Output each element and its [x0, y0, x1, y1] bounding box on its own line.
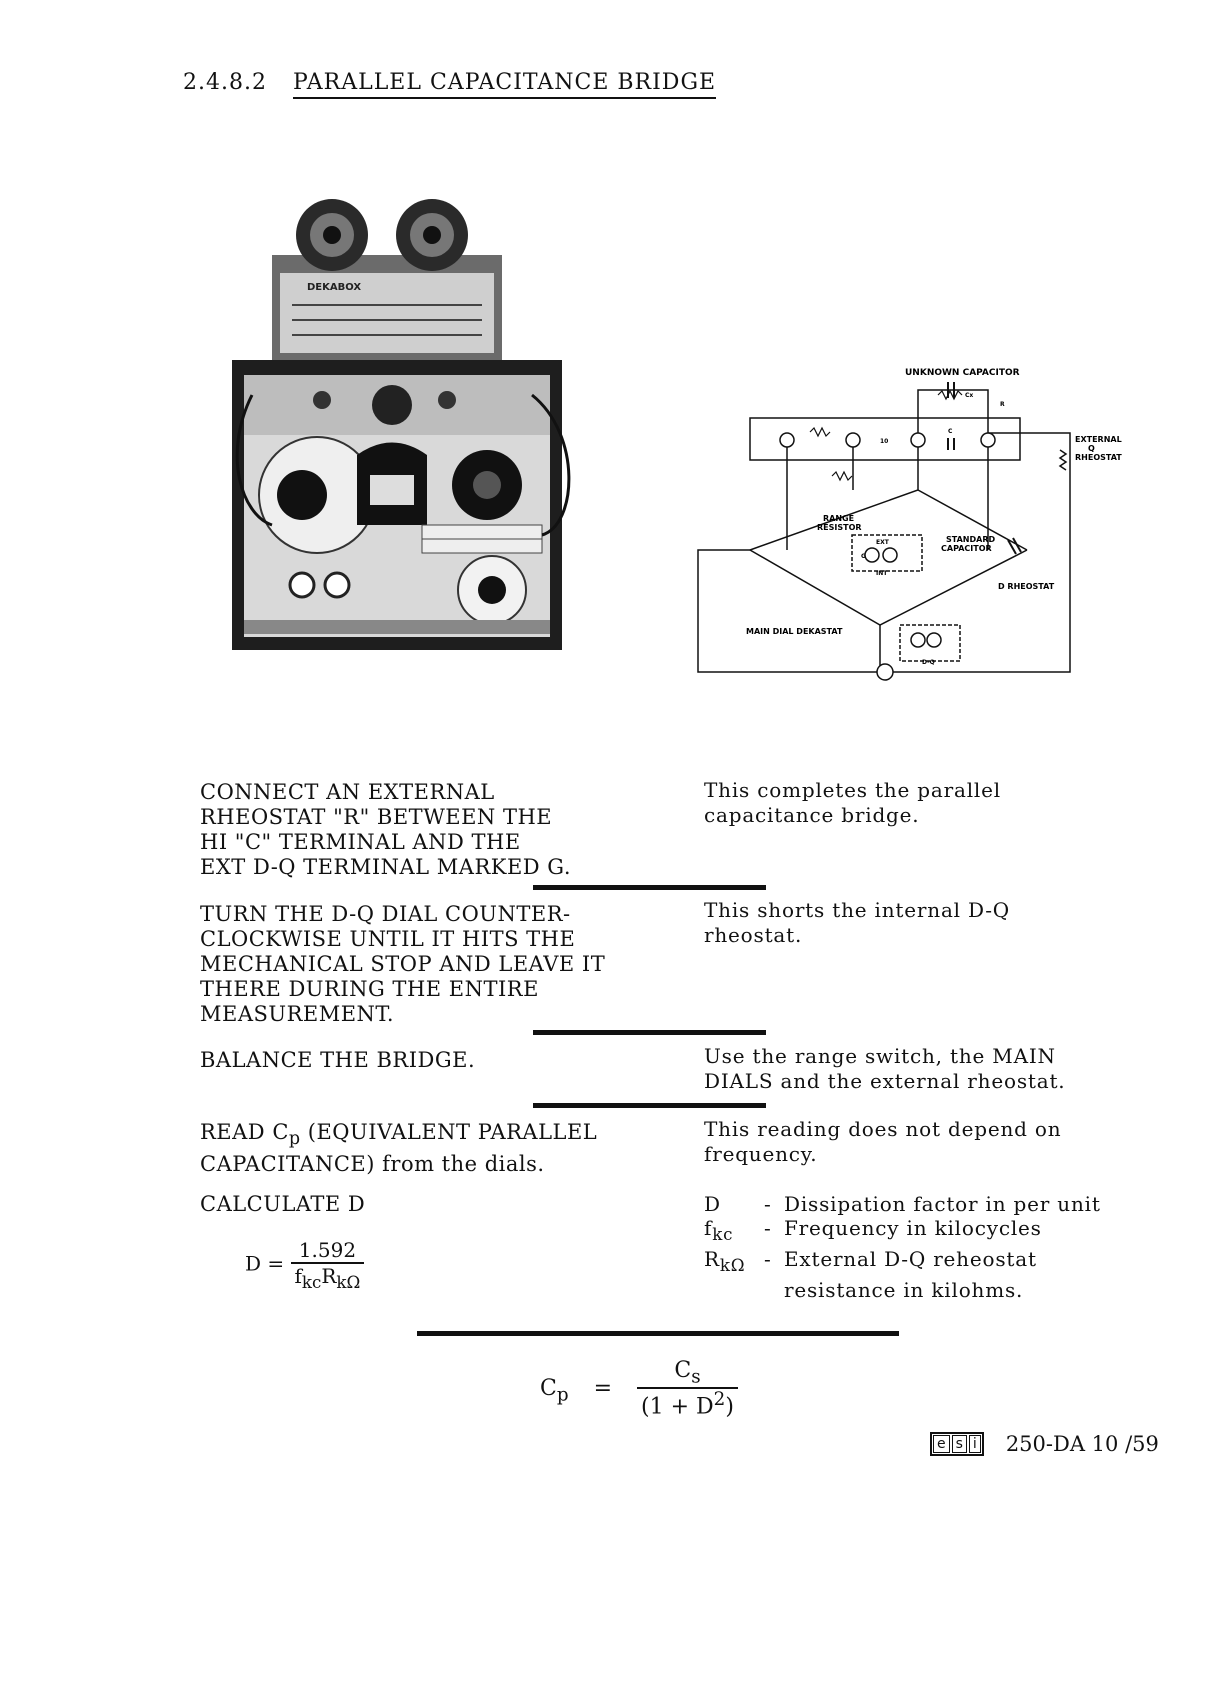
den-r: R [321, 1264, 337, 1288]
step-1-line: HI "C" TERMINAL AND THE [200, 830, 521, 854]
step-2-line: MECHANICAL STOP AND LEAVE IT [200, 952, 606, 976]
definitions-list [704, 1192, 1101, 1302]
cp-formula [540, 1358, 738, 1420]
label-ten: 10 [880, 438, 889, 445]
cp-denominator: $(1 + D^2)$ [641, 1389, 734, 1420]
label-g: G [861, 553, 866, 560]
calculate-label: CALCULATE D [200, 1192, 366, 1216]
step-1-note [704, 778, 1164, 828]
logo-letter: e [933, 1435, 950, 1453]
step-2-note [704, 898, 1164, 948]
step-4-sub: p [288, 1129, 301, 1150]
step-2-instruction [200, 902, 680, 1027]
logo-letter: s [952, 1435, 967, 1453]
d-formula [245, 1238, 364, 1292]
step-2-line: TURN THE D-Q DIAL COUNTER- [200, 902, 571, 926]
label-range-resistor-1: RANGE [823, 514, 855, 523]
page-footer [930, 1432, 1159, 1456]
step-4-instruction [200, 1120, 680, 1177]
d-formula-numerator: 1.592 [291, 1238, 365, 1264]
step-3-note [704, 1044, 1164, 1094]
section-number: 2.4.8.2 [183, 70, 267, 95]
cp-numerator: $C_s$ [637, 1358, 738, 1389]
d-formula-fraction [291, 1238, 365, 1292]
definition-symbol: $f_{kc}$ [704, 1216, 734, 1244]
label-external-rheostat-1: EXTERNAL [1075, 435, 1122, 444]
cp-fraction [637, 1358, 738, 1420]
den-r-sub: kΩ [336, 1273, 361, 1292]
step-1-note-line: This completes the parallel [704, 778, 1001, 802]
step-4-note-line: This reading does not depend on [704, 1117, 1062, 1141]
definition-row [704, 1278, 1101, 1302]
label-d-rheostat: D RHEOSTAT [998, 582, 1055, 591]
label-standard-capacitor-1: STANDARD [946, 535, 996, 544]
label-cx: Cx [965, 392, 974, 399]
separator [533, 1030, 766, 1035]
label-c: C [948, 428, 953, 435]
step-2-line: THERE DURING THE ENTIRE [200, 977, 539, 1001]
step-3-line: BALANCE THE BRIDGE. [200, 1048, 476, 1072]
label-ext: EXT [876, 539, 889, 546]
bridge-circuit-diagram [690, 360, 1140, 695]
definition-symbol: $R_{k\Omega}$ [704, 1247, 746, 1275]
definition-row: $R_{k\Omega}$ - External D-Q reheostat [704, 1247, 1101, 1278]
step-4-note-line: frequency. [704, 1142, 818, 1166]
definition-row: D - Dissipation factor in per unit [704, 1192, 1101, 1216]
separator [533, 1103, 766, 1108]
label-r: R [1000, 401, 1005, 408]
cp-lhs: $C_p$ [540, 1375, 569, 1406]
step-1-instruction [200, 780, 680, 880]
separator [533, 885, 766, 890]
step-1-line: RHEOSTAT "R" BETWEEN THE [200, 805, 553, 829]
step-4-pre: READ C [200, 1120, 289, 1144]
separator [417, 1331, 899, 1336]
den-f: f [294, 1264, 302, 1288]
definition-desc: Dissipation factor in per unit [784, 1192, 1101, 1216]
definition-desc: Frequency in kilocycles [784, 1216, 1042, 1240]
label-range-resistor-2: RESISTOR [817, 523, 862, 532]
step-4-line-2: CAPACITANCE) from the dials. [200, 1152, 545, 1177]
section-title: PARALLEL CAPACITANCE BRIDGE [293, 70, 716, 99]
definition-row: $f_{kc}$ - Frequency in kilocycles [704, 1216, 1101, 1247]
label-int: INT [876, 570, 888, 577]
esi-logo [930, 1432, 984, 1456]
definition-symbol: D [704, 1192, 721, 1216]
step-1-line: EXT D-Q TERMINAL MARKED G. [200, 855, 571, 879]
step-2-line: MEASUREMENT. [200, 1002, 395, 1026]
step-2-note-line: This shorts the internal D-Q [704, 898, 1010, 922]
cp-equals: = [593, 1375, 613, 1401]
step-2-note-line: rheostat. [704, 923, 803, 947]
step-1-note-line: capacitance bridge. [704, 803, 920, 827]
step-1-line: CONNECT AN EXTERNAL [200, 780, 495, 804]
document-id: 250-DA 10 /59 [1005, 1432, 1159, 1456]
den-f-sub: kc [301, 1273, 322, 1292]
definition-desc: resistance in kilohms. [784, 1278, 1024, 1302]
definition-desc: External D-Q reheostat [784, 1247, 1037, 1271]
step-4-post: (EQUIVALENT PARALLEL [300, 1120, 598, 1144]
d-formula-denominator [291, 1264, 365, 1292]
label-standard-capacitor-2: CAPACITOR [941, 544, 992, 553]
logo-letter: i [969, 1435, 981, 1453]
label-d-q: D-Q [922, 659, 935, 666]
label-main-dial-dekastat: MAIN DIAL DEKASTAT [746, 627, 843, 636]
label-external-rheostat-2: Q [1088, 444, 1095, 453]
d-formula-lhs: D = [245, 1251, 285, 1276]
label-external-rheostat-3: RHEOSTAT [1075, 453, 1122, 462]
dekabox-label: DEKABOX [307, 282, 362, 293]
step-3-instruction [200, 1048, 680, 1073]
step-2-line: CLOCKWISE UNTIL IT HITS THE [200, 927, 576, 951]
instrument-photo [232, 195, 632, 675]
section-heading [183, 70, 716, 95]
step-3-note-line: Use the range switch, the MAIN [704, 1044, 1056, 1068]
label-unknown-capacitor: UNKNOWN CAPACITOR [905, 368, 1020, 378]
step-3-note-line: DIALS and the external rheostat. [704, 1069, 1066, 1093]
step-4-note [704, 1117, 1164, 1167]
